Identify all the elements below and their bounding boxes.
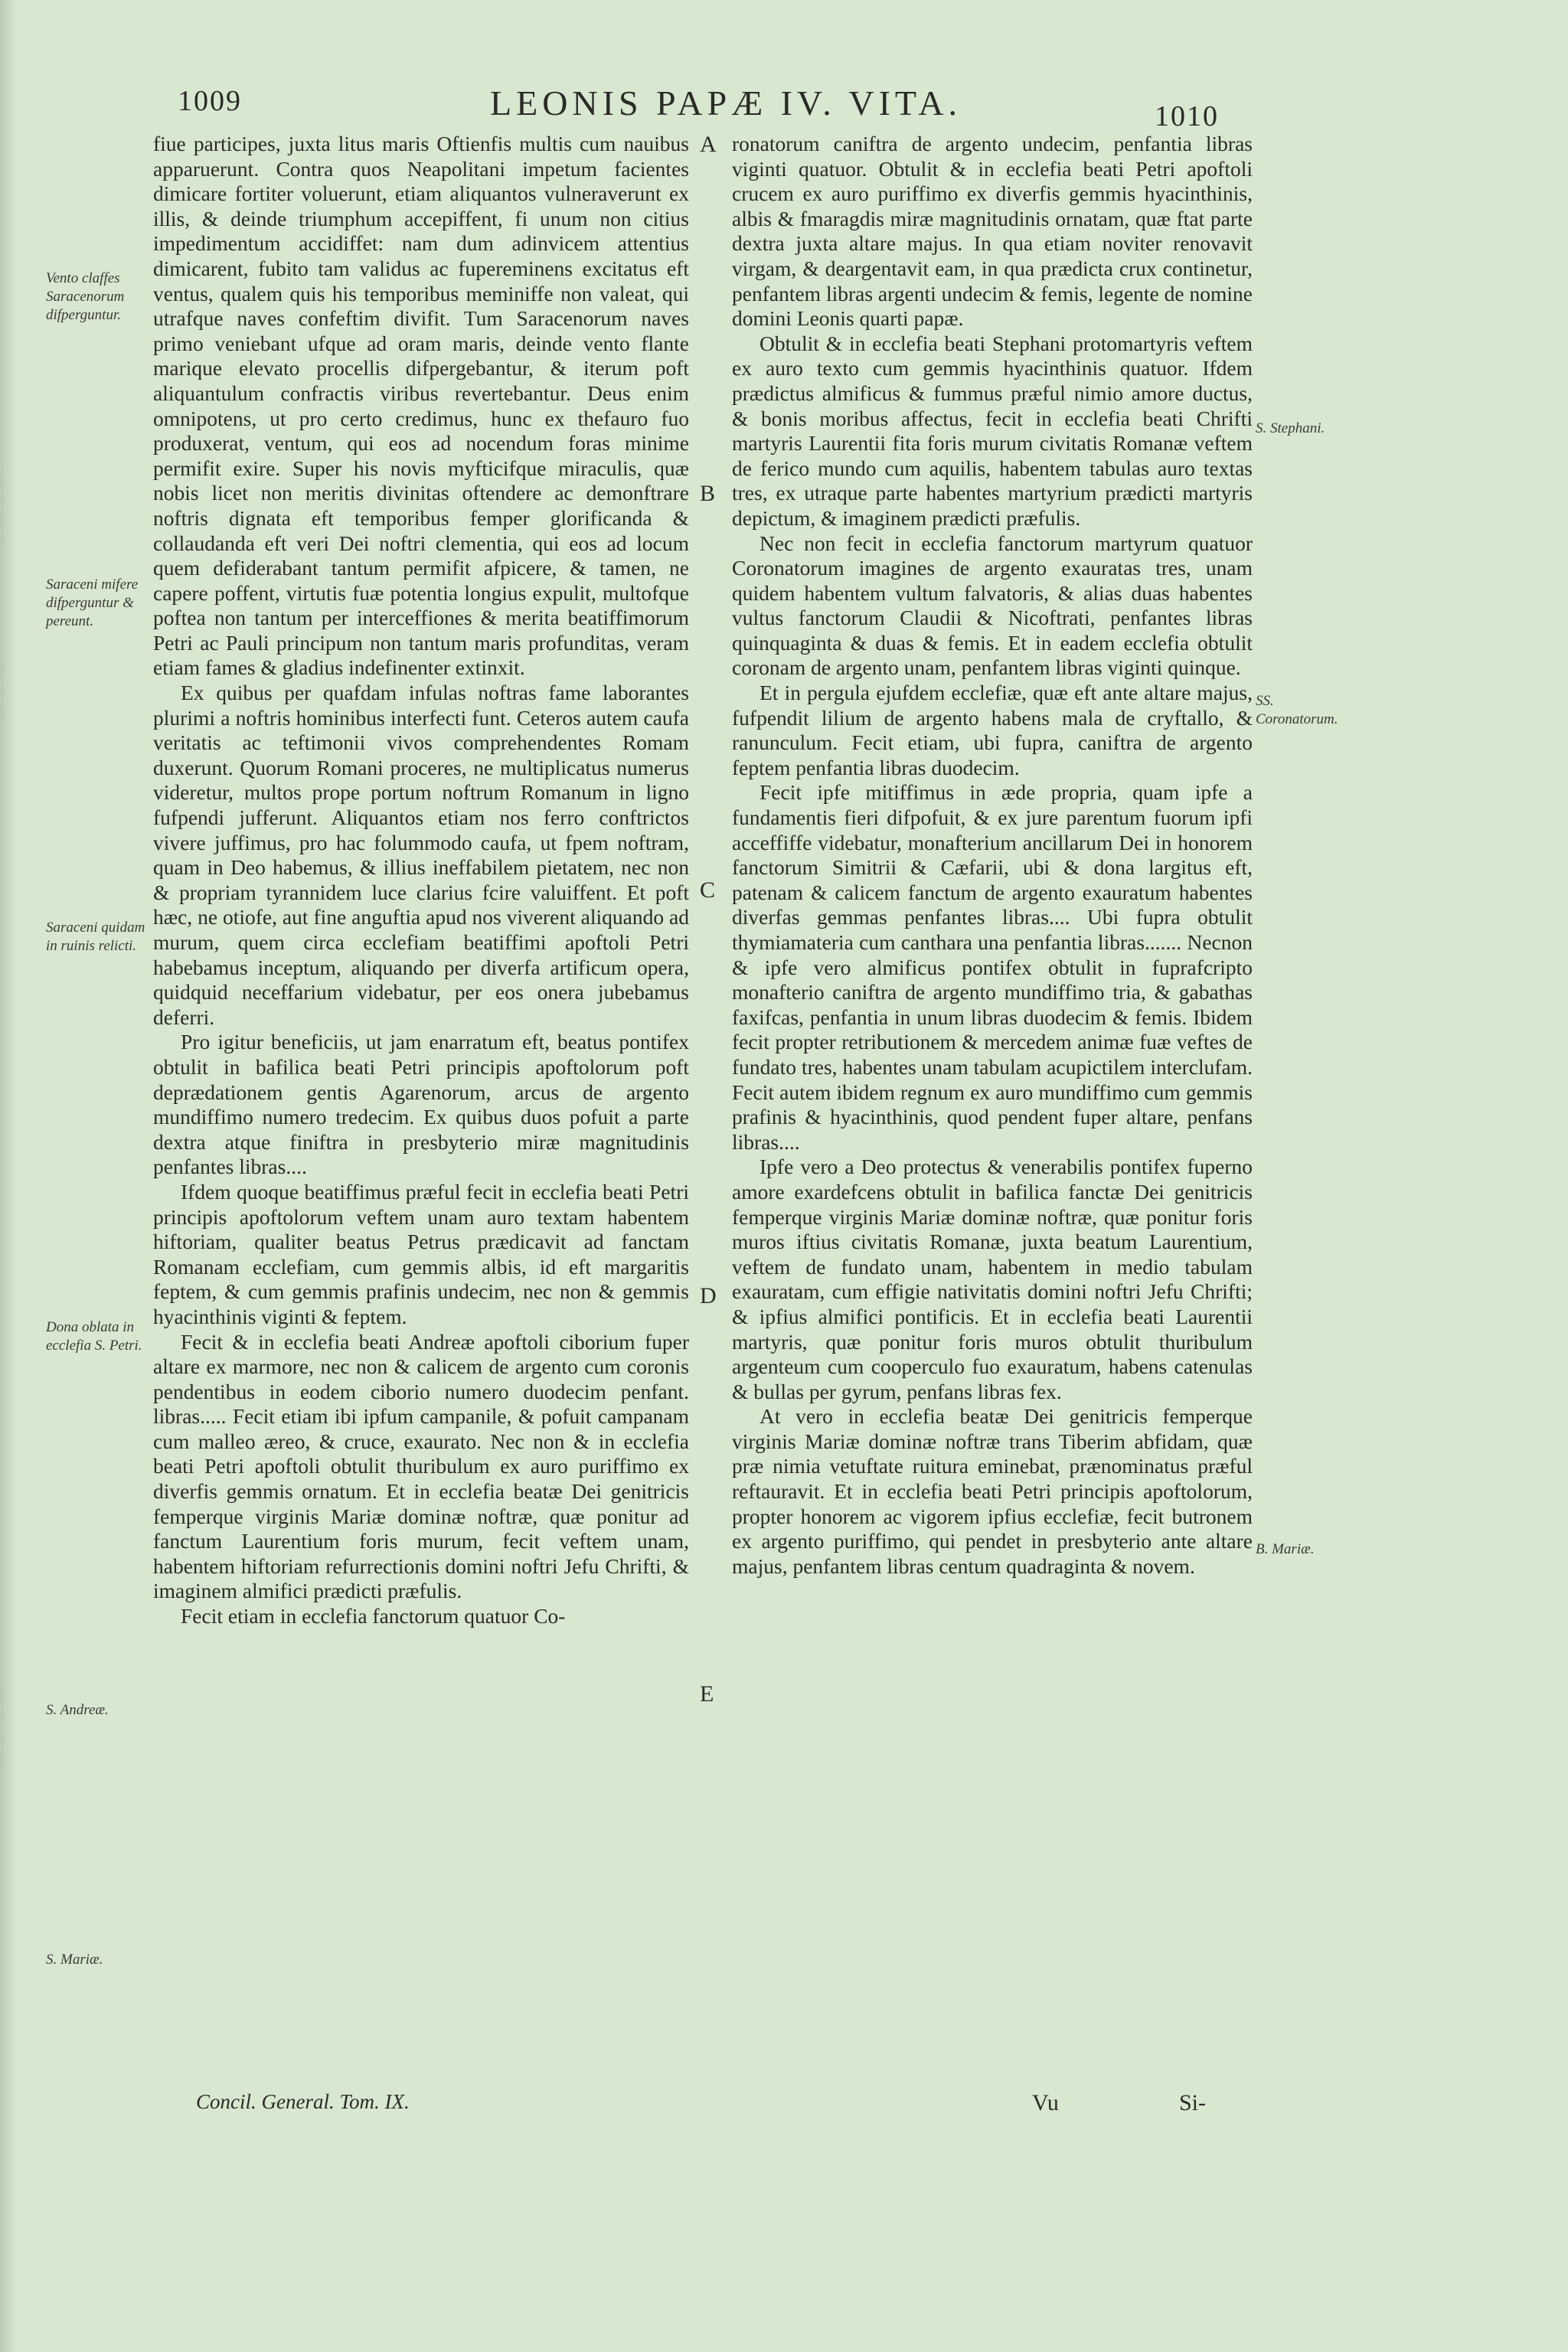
margin-note-saraceni-pereunt: Saraceni mifere difperguntur & pereunt. [46, 577, 139, 629]
catchword: Si- [1179, 2090, 1207, 2115]
page-number-right: 1010 [1155, 100, 1219, 132]
paragraph: Nec non fecit in ecclefia fanctorum martyrum quatuor Coronatorum imagines de argento exauratas tres, unam quidem habentem vultum falvatoris, & alias duas habentes vultus fanctorum Claudii & Nicoftrati, penfantes libras quinquaginta & duas & femis. Et in eadem ecclefia obtulit coronam de argento unam, penfantem libras viginti quinque. [732, 531, 1253, 680]
margin-note-ss-coronatorum: SS. Coronatorum. [1256, 693, 1338, 727]
paragraph: Ifdem quoque beatiffimus præful fecit in ecclefia beati Petri principis apoftolorum veftem unam auro textam habentem hiftoriam, qualiter beatus Petrus prædicavit ad fanctam Romanam ecclefiam, cum gemmis albis, id eft margaritis feptem, & cum gemmis prafinis undecim, nec non & gemmis hyacinthinis viginti & feptem. [153, 1179, 689, 1328]
left-text-column [153, 132, 689, 1629]
paragraph: At vero in ecclefia beatæ Dei genitricis femperque virginis Mariæ dominæ noftræ trans Tiberim abfidam, quæ præ nimia vetuftate ruitura eminebat, prænominatus præful reftauravit. Et in ecclefia beati Petri principis apoftolorum, propter honorem ac vigorem ipfius ecclefiæ, fecit butronem ex argento puriffimo, qui pendet in presbyterio ante altare majus, penfantem libras centum quadraginta & novem. [732, 1404, 1253, 1578]
facing-page-bleed [2, 459, 41, 544]
paragraph: Obtulit & in ecclefia beati Stephani protomartyris veftem ex auro texto cum gemmis hyacinthinis quatuor. Ifdem prædictus almificus & fummus præful nimio amore ductus, & bonis moribus affectus, fecit in ecclefia beati Chrifti martyris Laurentii fita foris murum civitatis Romanæ veftem de ferico mundo cum aquilis, habentem tabulas auro textas tres, ex utraque parte habentes martyrium prædicti martyris depictum, & imaginem prædicti præfulis. [732, 331, 1253, 530]
paragraph: Pro igitur beneficiis, ut jam enarratum eft, beatus pontifex obtulit in bafilica beati Petri principis apoftolorum poft deprædationem gentis Agarenorum, arcus de argento mundiffimo numero tredecim. Ex quibus duos pofuit a parte dextra atque finiftra in presbyterio miræ magnitudinis penfantes libras.... [153, 1030, 689, 1179]
section-letter-b: B [700, 481, 716, 506]
margin-note-s-stephani: S. Stephani. [1256, 420, 1325, 436]
section-letter-d: D [700, 1283, 717, 1308]
paragraph: fiue participes, juxta litus maris Oftienfis multis cum nauibus apparuerunt. Contra quos Neapolitani impetum facientes dimicare fortiter voluerunt, etiam aliquantos vulneraverunt ex illis, & deinde triumphum accepiffent, fi unum non citius impedimentum accidiffet: nam dum adinvicem attentius dimicarent, fubito tam validus ac fupereminens excitatus eft ventus, qualem quis his temporibus meminiffe non valeat, qui utrafque naves confeftim divifit. Tum Saracenorum naves primo veniebant ufque ad oram maris, deinde vento flante marique elevato procellis difpergebantur, & iterum poft aliquantulum confractis viribus revertebantur. Deus enim omnipotens, ut pro certo credimus, hunc ex thefauro fuo produxerat, ventum, qui eos ad nocendum foras minime permifit exire. Super his novis myfticifque miraculis, quæ nobis licet non meritis divinitas oftendere ac demonftrare noftris dignata eft temporibus femper glorificanda & collaudanda eft veri Dei noftri clementia, qui eos ad locum quem defiderabant tantum permifit afpicere, & tamen, ne capere poffent, virtutis fuæ potentia longius expulit, multofque poftea non tantum per interceffiones & merita beatiffimorum Petri ac Pauli principum non tantum maris profunditas, veram etiam fames & gladius indefinenter extinxit. [153, 132, 689, 680]
paragraph: Fecit etiam in ecclefia fanctorum quatuor Co- [181, 1604, 566, 1628]
binding-gutter [0, 0, 17, 2352]
paragraph: ronatorum caniftra de argento undecim, penfantia libras viginti quatuor. Obtulit & in ecclefia beati Petri apoftoli crucem ex auro puriffimo ex diverfis gemmis hyacinthinis, albis & fmaragdis miræ magnitudinis ornatam, quæ ftat parte dextra juxta altare majus. In qua etiam noviter renovavit virgam, & deargentavit eam, in qua prædicta crux continetur, penfantem libras argenti undecim & femis, legente de nomine domini Leonis quarti papæ. [732, 132, 1253, 331]
page-number-left: 1009 [178, 85, 242, 117]
margin-note-saraceni-relicti: Saraceni quidam in ruinis relicti. [46, 920, 145, 954]
margin-note-s-mariae: S. Mariæ. [46, 1952, 103, 1968]
page-header [0, 77, 1568, 130]
footer-source: Concil. General. Tom. IX. [196, 2090, 410, 2113]
running-title: LEONIS PAPÆ IV. VITA. [490, 83, 962, 122]
paragraph: Fecit ipfe mitiffimus in æde propria, quam ipfe a fundamentis fieri difpofuit, & ex jure parentum fuorum ipfi acceffiffe videbatur, monafterium ancillarum Dei in honorem fanctorum Simitrii & Cæfarii, ubi & dona largitus eft, patenam & calicem fanctum de argento exauratum habentes diverfas gemmas penfantes libras.... Ubi fupra obtulit thymiamateria cum canthara una penfantia libras....... Necnon & ipfe vero almificus pontifex obtulit in fuprafcripto monafterio caniftra de argento mundiffimo tria, & gabathas faxifcas, penfantia in unum libras duodecim & femis. Ibidem fecit propter retributionem & mercedem animæ fuæ veftes de fundato tres, habentes unam tabulam acupictilem interclufam. Fecit autem ibidem regnum ex auro mundiffimo cum gemmis prafinis & hyacinthinis, quod pendent fuper altare, penfans libras.... [732, 780, 1253, 1154]
facing-page-bleed [2, 1684, 34, 1769]
margin-note-s-andreae: S. Andreæ. [46, 1702, 109, 1718]
paragraph: Ipfe vero a Deo protectus & venerabilis pontifex fuperno amore exardefcens obtulit in bafilica fanctæ Dei genitricis femperque virginis Mariæ dominæ noftræ, quæ ponitur foris muros iftius civitatis Romanæ, juxta beatum Laurentium, veftem de fundato unam, habentem in medio tabulam exauratam, cum effigie nativitatis domini noftri Jefu Chrifti; & ipfius almifici pontificis. Et in ecclefia beati Laurentii martyris, quæ ponitur foris muros obtulit thuribulum argenteum cum cooperculo fuo exauratum, habens catenulas & bullas per gyrum, penfans libras fex. [732, 1155, 1253, 1403]
section-letter-a: A [700, 132, 717, 157]
section-letter-e: E [700, 1681, 714, 1707]
signature-mark: Vu [1032, 2090, 1059, 2115]
paragraph: Fecit & in ecclefia beati Andreæ apoftoli ciborium fuper altare ex marmore, nec non & calicem de argento cum coronis pendentibus in eodem ciborio numero duodecim penfant. libras..... Fecit etiam ibi ipfum campanile, & pofuit campanam cum malleo æreo, & cruce, exaurato. Nec non & in ecclefia beati Petri apoftoli obtulit thuribulum ex auro puriffimo ex diverfis gemmis ornatum. Et in ecclefia beatæ Dei genitricis femperque virginis Mariæ dominæ noftræ, quæ ponitur ad fanctum Laurentium foris murum, fecit veftem unam, habentem hiftoriam refurrectionis domini noftri Jefu Chrifti, & imaginem almifici prædicti præfulis. [153, 1329, 689, 1603]
section-letter-c: C [700, 877, 716, 903]
paragraph: Et in pergula ejufdem ecclefiæ, quæ eft ante altare majus, fufpendit lilium de argento habens mala de cryftallo, & ranunculum. Fecit etiam, ubi fupra, caniftra de argento feptem penfantia libras duodecim. [732, 681, 1253, 779]
right-text-column [732, 132, 1253, 1579]
margin-note-b-mariae: B. Mariæ. [1256, 1541, 1315, 1557]
margin-note-dona-oblata: Dona oblata in ecclefia S. Petri. [46, 1319, 142, 1354]
paragraph: Ex quibus per quafdam infulas noftras fame laborantes plurimi a noftris hominibus interfecti funt. Ceteros autem caufa veritatis ac teftimonii vivos comprehendentes Romam duxerunt. Quorum Romani proceres, ne multiplicatus numerus videretur, multos prope portum noftrum Romanum in ligno fufpendi jufferunt. Aliquantos etiam nos ferro conftrictos vivere juffimus, pro hac folummodo caufa, ut fpem noftram, quam in Deo habemus, & illius ineffabilem pietatem, nec non & propriam tyrannidem luce clarius fcire valuiffent. Et poft hæc, ne otiofe, aut fine anguftia apud nos viverent aliquando ad murum, quem circa ecclefiam beatiffimi apoftoli Petri habebamus inceptum, aliquando per diverfa artificum opera, quidquid neceffarium videbatur, per eos onera jubebamus deferri. [153, 681, 689, 1029]
facing-page-bleed [2, 658, 34, 720]
margin-note-vento: Vento claffes Saracenorum difperguntur. [46, 270, 125, 323]
